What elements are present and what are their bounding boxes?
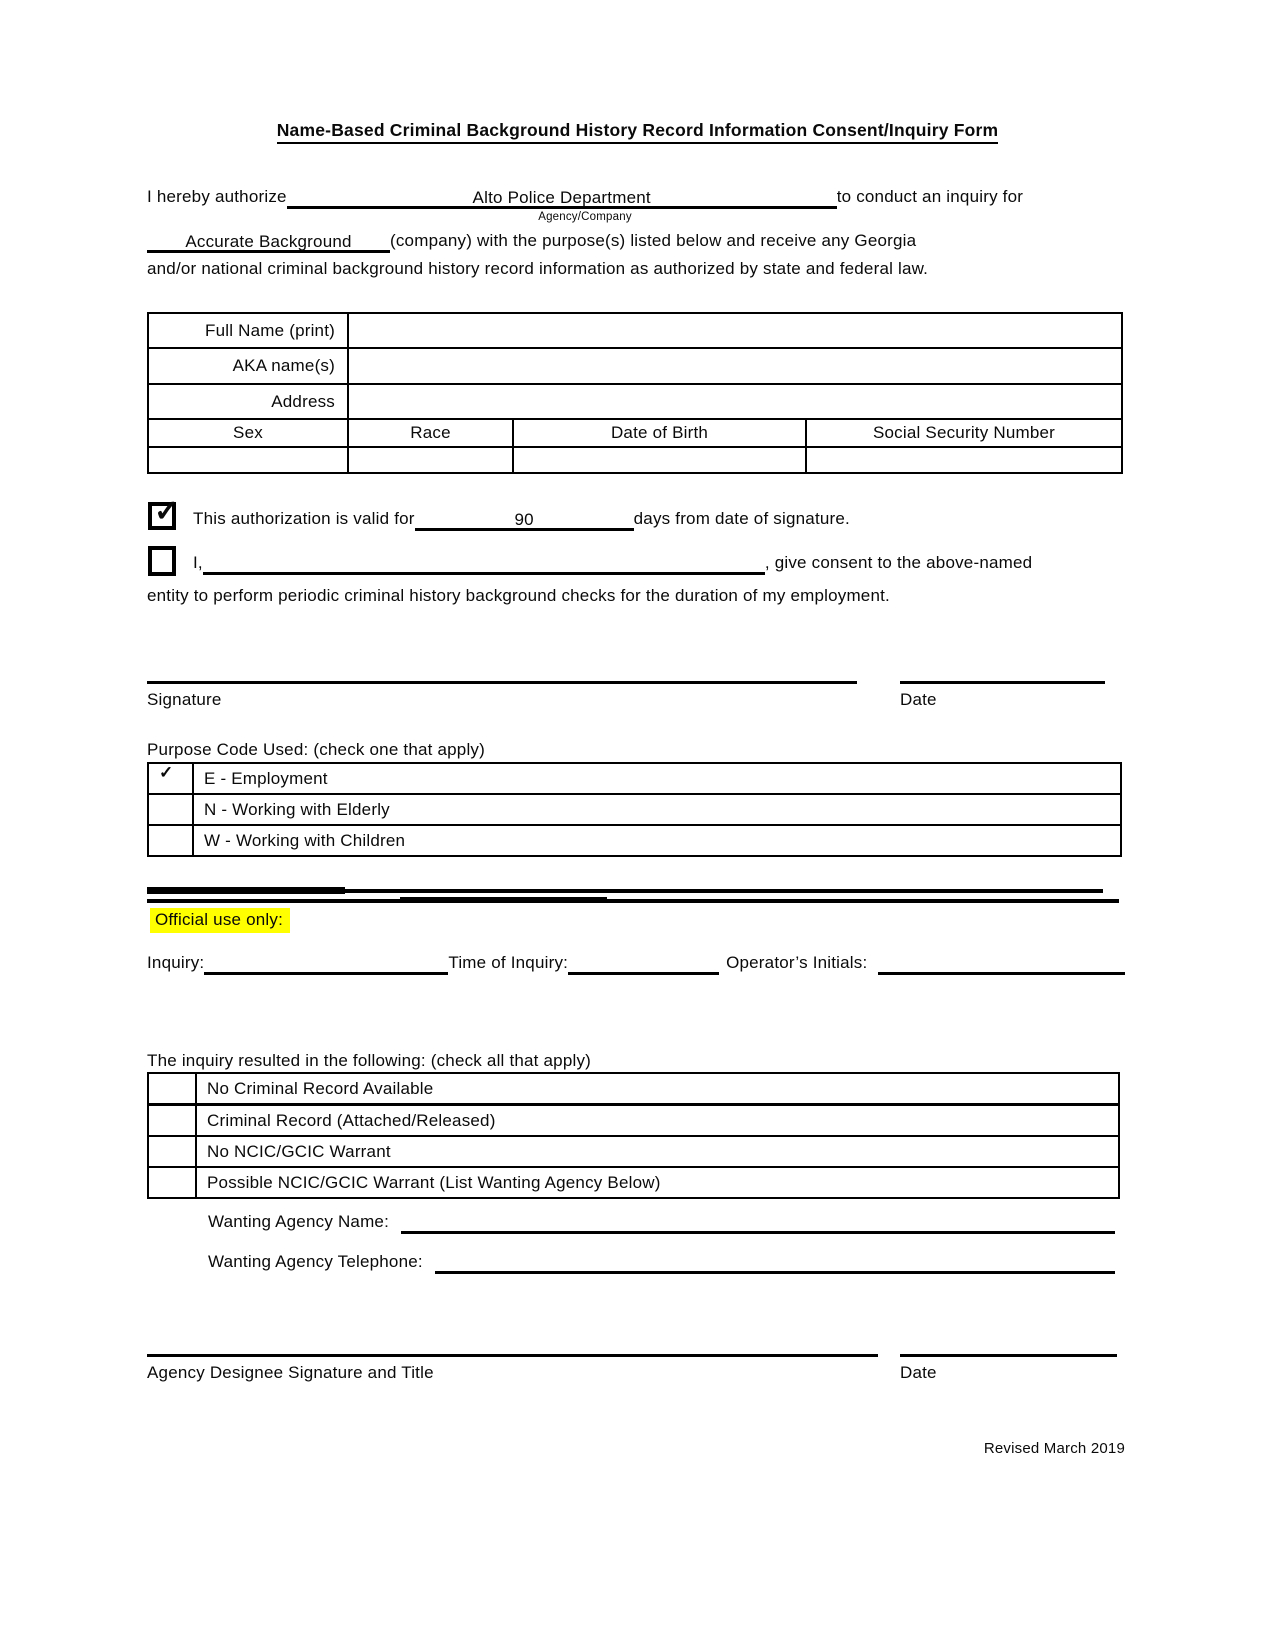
signature-line[interactable] (147, 681, 857, 684)
table-header-row (148, 419, 1122, 447)
consent-prefix: I, (193, 553, 203, 572)
subject-info-table (147, 312, 1123, 474)
aka-name-label: AKA name(s) (148, 348, 348, 384)
possible-warrant-checkbox[interactable] (148, 1167, 196, 1198)
time-of-inquiry-field[interactable] (568, 954, 719, 975)
purpose-e-label: E - Employment (193, 763, 1121, 794)
wanting-agency-name-line (208, 1210, 1115, 1234)
date-line[interactable] (900, 681, 1105, 684)
purpose-w-label: W - Working with Children (193, 825, 1121, 856)
consent-suffix: , give consent to the above-named (764, 553, 1033, 572)
sex-header: Sex (148, 419, 348, 447)
purpose-option-row (148, 794, 1121, 825)
wanting-agency-phone-line (208, 1250, 1115, 1274)
result-option-row (148, 1167, 1119, 1198)
ssn-field[interactable] (806, 447, 1122, 473)
official-use-wrap (150, 908, 290, 933)
double-rule-bottom-segment (400, 897, 607, 903)
aka-name-field[interactable] (348, 348, 1122, 384)
form-title (0, 120, 1275, 141)
time-of-inquiry-label: Time of Inquiry: (448, 953, 569, 972)
intro-line-1 (147, 185, 1123, 209)
official-use-heading: Official use only: (150, 908, 290, 933)
operator-initials-field[interactable] (878, 954, 1125, 975)
no-warrant-checkbox[interactable] (148, 1136, 196, 1167)
operator-initials-label: Operator’s Initials: (726, 953, 868, 972)
designee-signature-line[interactable] (147, 1354, 878, 1357)
company-value: Accurate Background (185, 232, 352, 251)
designee-date-label: Date (900, 1363, 937, 1382)
record-attached-checkbox[interactable] (148, 1105, 196, 1137)
table-row (148, 447, 1122, 473)
wanting-agency-phone-label: Wanting Agency Telephone: (208, 1252, 423, 1271)
agency-company-value: Alto Police Department (472, 188, 651, 207)
dob-header: Date of Birth (513, 419, 806, 447)
purpose-heading: Purpose Code Used: (check one that apply) (147, 740, 485, 759)
intro-line2-text: (company) with the purpose(s) listed below and receive any Georgia (390, 231, 917, 250)
possible-warrant-label: Possible NCIC/GCIC Warrant (List Wanting Agency Below) (196, 1167, 1119, 1198)
designee-signature-label: Agency Designee Signature and Title (147, 1363, 434, 1382)
agency-company-caption: Agency/Company (538, 211, 632, 223)
validity-checkbox[interactable] (148, 495, 180, 530)
double-rule-top-segment (147, 887, 345, 894)
no-record-label: No Criminal Record Available (196, 1073, 1119, 1105)
no-record-checkbox[interactable] (148, 1073, 196, 1105)
revision-note: Revised March 2019 (983, 1440, 1125, 1457)
table-row (148, 348, 1122, 384)
sex-field[interactable] (148, 447, 348, 473)
result-option-row (148, 1073, 1119, 1105)
record-attached-label: Criminal Record (Attached/Released) (196, 1105, 1119, 1137)
wanting-agency-name-field[interactable] (401, 1213, 1115, 1234)
address-field[interactable] (348, 384, 1122, 419)
purpose-option-row (148, 763, 1121, 794)
consent-name-field[interactable] (203, 554, 765, 575)
wanting-agency-name-label: Wanting Agency Name: (208, 1212, 390, 1231)
intro-line1-suffix: to conduct an inquiry for (836, 187, 1024, 206)
validity-days-field[interactable] (415, 510, 634, 531)
designee-date-line[interactable] (900, 1354, 1117, 1357)
wanting-agency-phone-field[interactable] (435, 1253, 1115, 1274)
purpose-w-checkbox[interactable] (148, 825, 193, 856)
ssn-header: Social Security Number (806, 419, 1122, 447)
full-name-label: Full Name (print) (148, 313, 348, 348)
result-option-row (148, 1136, 1119, 1167)
table-row (148, 313, 1122, 348)
inquiry-field[interactable] (204, 954, 448, 975)
inquiry-line (147, 951, 1125, 975)
purpose-option-row (148, 825, 1121, 856)
form-title-text: Name-Based Criminal Background History Record Information Consent/Inquiry Form (277, 120, 999, 144)
double-rule-bottom (147, 899, 1119, 903)
company-field[interactable] (147, 232, 390, 253)
validity-line (193, 507, 1123, 531)
address-label: Address (148, 384, 348, 419)
intro-line1-prefix: I hereby authorize (147, 187, 287, 206)
periodic-consent-line (193, 551, 1123, 575)
date-label: Date (900, 690, 937, 709)
intro-line-3: and/or national criminal background history record information as authorized by state and federal law. (147, 259, 929, 278)
purpose-n-checkbox[interactable] (148, 794, 193, 825)
results-table (147, 1072, 1120, 1199)
validity-prefix: This authorization is valid for (193, 509, 415, 528)
agency-company-field[interactable] (287, 188, 837, 209)
no-warrant-label: No NCIC/GCIC Warrant (196, 1136, 1119, 1167)
signature-label: Signature (147, 690, 222, 709)
result-option-row (148, 1105, 1119, 1137)
periodic-consent-checkbox[interactable] (148, 546, 176, 576)
race-header: Race (348, 419, 513, 447)
intro-line-2 (147, 229, 1123, 253)
results-heading: The inquiry resulted in the following: (check all that apply) (147, 1051, 592, 1070)
validity-days-value: 90 (514, 510, 534, 529)
validity-suffix: days from date of signature. (633, 509, 850, 528)
table-row (148, 384, 1122, 419)
periodic-consent-line-2: entity to perform periodic criminal history background checks for the duration of my employment. (147, 586, 890, 605)
full-name-field[interactable] (348, 313, 1122, 348)
dob-field[interactable] (513, 447, 806, 473)
checkmark-icon: ✓ (154, 495, 180, 528)
inquiry-label: Inquiry: (147, 953, 205, 972)
race-field[interactable] (348, 447, 513, 473)
purpose-n-label: N - Working with Elderly (193, 794, 1121, 825)
purpose-table (147, 762, 1122, 857)
purpose-e-checkbox[interactable]: ✓ (148, 763, 193, 794)
